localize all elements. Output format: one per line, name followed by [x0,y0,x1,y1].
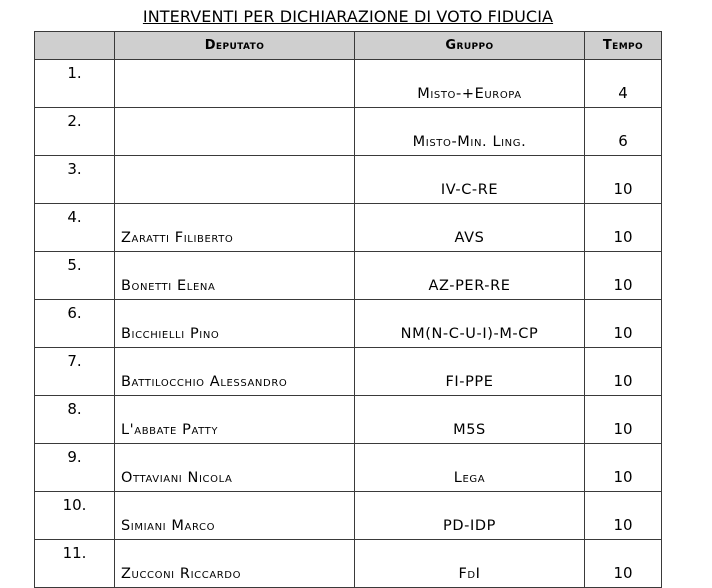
deputato-cell: L'abbate Patty [115,396,355,444]
table-row [35,252,662,300]
gruppo-cell: AVS [355,204,585,252]
deputato-cell: Zaratti Filiberto [115,204,355,252]
row-number-cell: 4. [35,204,115,252]
table-header-row [35,32,662,60]
row-number-cell: 10. [35,492,115,540]
row-number-cell: 7. [35,348,115,396]
gruppo-cell: Misto-Min. Ling. [355,108,585,156]
deputato-cell: Zucconi Riccardo [115,540,355,588]
gruppo-cell: FdI [355,540,585,588]
table-row [35,444,662,492]
tempo-cell: 10 [585,156,662,204]
table-row [35,204,662,252]
table-row [35,300,662,348]
deputato-cell: Bicchielli Pino [115,300,355,348]
tempo-cell: 10 [585,252,662,300]
gruppo-cell: AZ-PER-RE [355,252,585,300]
header-deputato: Deputato [115,32,355,60]
speakers-table [34,31,662,588]
header-gruppo: Gruppo [355,32,585,60]
table-row [35,348,662,396]
header-number [35,32,115,60]
page-title: INTERVENTI PER DICHIARAZIONE DI VOTO FIDUCIA [142,7,554,26]
tempo-cell: 10 [585,204,662,252]
row-number-cell: 11. [35,540,115,588]
table-row [35,492,662,540]
row-number-cell: 1. [35,60,115,108]
row-number-cell: 5. [35,252,115,300]
tempo-cell: 10 [585,396,662,444]
tempo-cell: 6 [585,108,662,156]
deputato-cell: Simiani Marco [115,492,355,540]
gruppo-cell: IV-C-RE [355,156,585,204]
gruppo-cell: Lega [355,444,585,492]
gruppo-cell: FI-PPE [355,348,585,396]
table-row [35,540,662,588]
table-body [35,60,662,588]
tempo-cell: 10 [585,348,662,396]
table-row [35,108,662,156]
table-row [35,156,662,204]
table-row [35,396,662,444]
tempo-cell: 10 [585,540,662,588]
row-number-cell: 9. [35,444,115,492]
row-number-cell: 2. [35,108,115,156]
gruppo-cell: M5S [355,396,585,444]
row-number-cell: 6. [35,300,115,348]
tempo-cell: 4 [585,60,662,108]
tempo-cell: 10 [585,444,662,492]
table-row [35,60,662,108]
deputato-cell [115,108,355,156]
gruppo-cell: PD-IDP [355,492,585,540]
tempo-cell: 10 [585,492,662,540]
deputato-cell: Bonetti Elena [115,252,355,300]
gruppo-cell: NM(N-C-U-I)-M-CP [355,300,585,348]
row-number-cell: 8. [35,396,115,444]
deputato-cell: Ottaviani Nicola [115,444,355,492]
gruppo-cell: Misto-+Europa [355,60,585,108]
tempo-cell: 10 [585,300,662,348]
deputato-cell: Battilocchio Alessandro [115,348,355,396]
deputato-cell [115,156,355,204]
header-tempo: Tempo [585,32,662,60]
row-number-cell: 3. [35,156,115,204]
deputato-cell [115,60,355,108]
